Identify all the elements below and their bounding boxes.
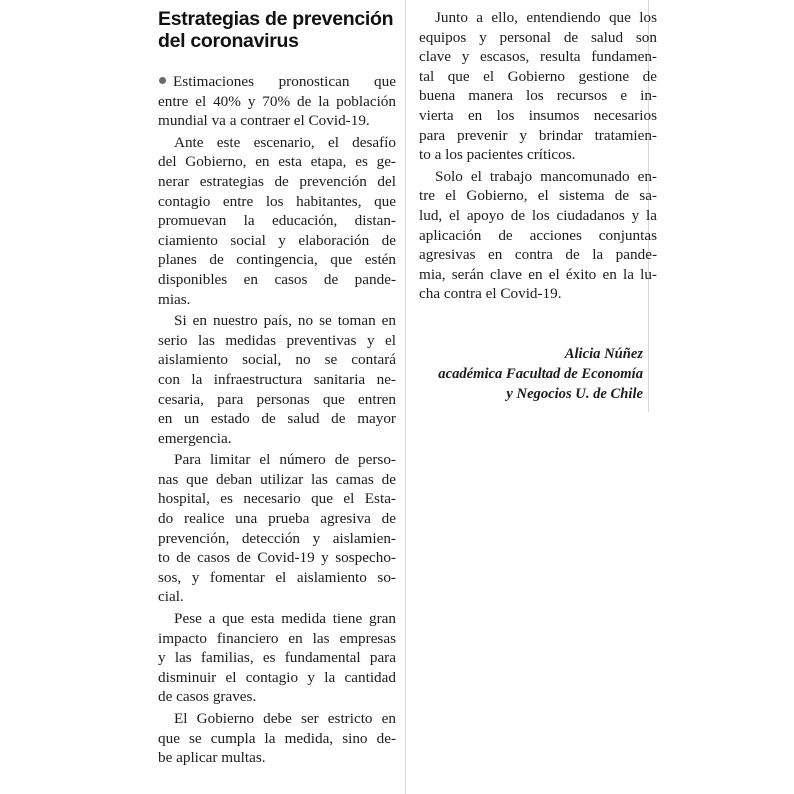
- right-column: [410, 0, 657, 412]
- body-line: para prevenir y brindar tratamien-: [419, 126, 657, 144]
- body-line: El Gobierno debe ser estricto en: [174, 710, 396, 727]
- body-line: vierta en los insumos necesarios: [419, 106, 657, 124]
- body-line: del Gobierno, en esta etapa, es ge-: [158, 153, 396, 171]
- body-line: contagio entre los habitantes, que: [158, 192, 396, 210]
- body-line: hospital, es necesario que el Esta-: [158, 490, 396, 508]
- body-line: de casos graves.: [158, 688, 257, 706]
- headline: [158, 8, 396, 52]
- body-line: cial.: [158, 588, 184, 606]
- body-line: tal que el Gobierno gestione de: [419, 67, 657, 85]
- left-column: [149, 0, 406, 794]
- body-line: Si en nuestro país, no se toman en: [174, 312, 396, 330]
- headline-line-2: del coronavirus: [158, 30, 299, 52]
- bullet-icon: [159, 77, 166, 84]
- body-line: mias.: [158, 290, 191, 308]
- body-line: aislamiento social, no se contará: [158, 351, 396, 369]
- body-text: Estimaciones pronostican que: [173, 73, 396, 90]
- body-line: [158, 72, 396, 92]
- author-name: Alicia Núñez: [564, 346, 643, 362]
- body-line: buena manera los recursos e in-: [419, 87, 657, 105]
- body-line: con la infraestructura sanitaria ne-: [158, 370, 396, 388]
- body-line: disponibles en casos de pande-: [158, 270, 396, 288]
- body-line: nas que deban utilizar las camas de: [158, 470, 396, 488]
- body-line: lud, el apoyo de los ciudadanos y la: [419, 206, 657, 224]
- body-line: cesaria, para personas que entren: [158, 390, 396, 408]
- body-line: sos, y fomentar el aislamiento so-: [158, 568, 396, 586]
- left-column-text: [158, 72, 396, 768]
- body-line: prevención, detección y aislamien-: [158, 529, 396, 547]
- body-line: entre el 40% y 70% de la población: [158, 92, 396, 110]
- body-line: be aplicar multas.: [158, 749, 266, 767]
- body-line: Solo el trabajo mancomunado en-: [435, 167, 657, 185]
- body-line: impacto financiero en las empresas: [158, 629, 396, 647]
- body-line: Ante este escenario, el desafío: [174, 133, 396, 151]
- body-line: agresivas en contra de la pande-: [419, 246, 657, 264]
- body-line: que se cumpla la medida, sino de-: [158, 729, 396, 747]
- body-line: Para limitar el número de perso-: [174, 451, 396, 469]
- body-line: mia, serán clave en el éxito en la lu-: [419, 265, 657, 283]
- body-line: y las familias, es fundamental para: [158, 649, 396, 667]
- body-line: do realice una prueba agresiva de: [158, 510, 396, 528]
- body-line: ciamiento social y elaboración de: [158, 231, 396, 249]
- body-line: Junto a ello, entendiendo que los: [435, 9, 657, 26]
- headline-line-1: Estrategias de prevención: [158, 8, 394, 30]
- body-line: Pese a que esta medida tiene gran: [174, 610, 396, 628]
- body-line: en un estado de salud de mayor: [158, 410, 396, 428]
- body-line: planes de contingencia, que estén: [158, 251, 396, 269]
- body-line: serio las medidas preventivas y el: [158, 331, 396, 349]
- author-affiliation: y Negocios U. de Chile: [506, 386, 643, 402]
- body-line: clave y escasos, resulta fundamen-: [419, 48, 657, 66]
- right-column-text: [419, 8, 657, 304]
- body-line: emergencia.: [158, 429, 232, 447]
- body-line: cha contra el Covid-19.: [419, 285, 562, 303]
- body-line: nerar estrategias de prevención del: [158, 172, 396, 190]
- body-line: tre el Gobierno, el sistema de sa-: [419, 187, 657, 205]
- body-line: disminuir el contagio y la cantidad: [158, 668, 396, 686]
- body-line: to a los pacientes críticos.: [419, 146, 576, 164]
- body-line: mundial va a contraer el Covid-19.: [158, 112, 370, 130]
- body-line: equipos y personal de salud son: [419, 28, 657, 46]
- body-line: to de casos de Covid-19 y sospecho-: [158, 549, 396, 567]
- body-line: aplicación de acciones conjuntas: [419, 226, 657, 244]
- body-line: promuevan la educación, distan-: [158, 212, 396, 230]
- author-title: académica Facultad de Economía: [438, 366, 643, 382]
